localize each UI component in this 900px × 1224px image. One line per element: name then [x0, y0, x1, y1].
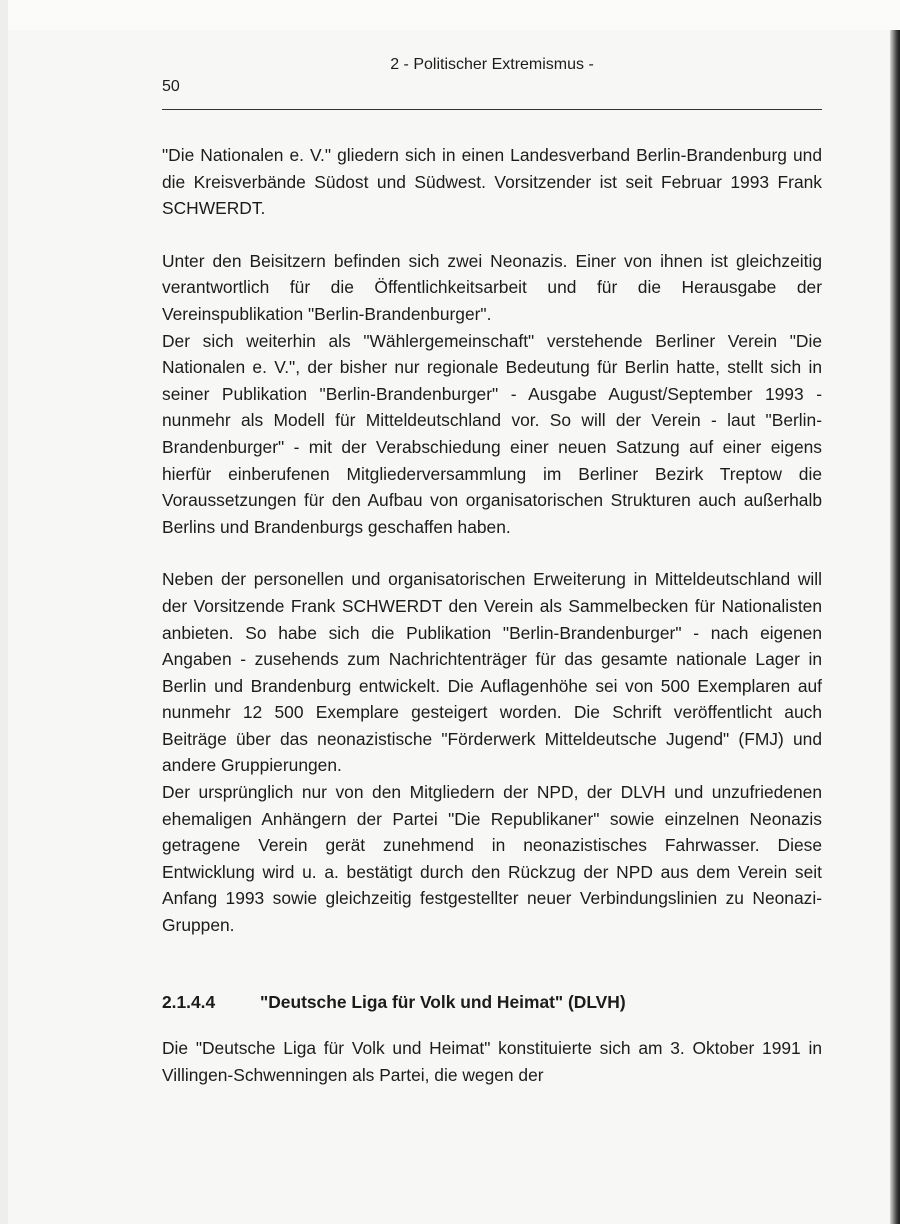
page-body: [162, 142, 822, 1088]
paragraph-4: Neben der personellen und organisatorischen Erweiterung in Mitteldeutschland will der Vorsitzende Frank SCHWERDT den Verein als Sammelbecken für Nationalisten anbieten. So habe sich die Publikation "Berlin-Brandenburger" - nach eigenen Angaben - zusehends zum Nachrichtenträger für das gesamte nationale Lager in Berlin und Brandenburg entwickelt. Die Auflagenhöhe sei von 500 Exemplaren auf nunmehr 12 500 Exemplare gesteigert worden. Die Schrift veröffentlicht auch Beiträge über das neonazistische "Förderwerk Mitteldeutsche Jugend" (FMJ) und andere Gruppierungen.: [162, 569, 822, 776]
paragraph-2: Unter den Beisitzern befinden sich zwei Neonazis. Einer von ihnen ist gleichzeitig verantwortlich für die Öffentlichkeitsarbeit und für die Herausgabe der Vereinspublikation "Berlin-Brandenburger".: [162, 250, 822, 324]
header-rule: [162, 109, 822, 110]
scan-edge-left: [0, 0, 8, 1224]
section-title: "Deutsche Liga für Volk und Heimat" (DLVH): [260, 991, 626, 1012]
section-paragraph-1: Die "Deutsche Liga für Volk und Heimat" konstituierte sich am 3. Oktober 1991 in Villingen-Schwenningen als Partei, die wegen der: [162, 1038, 822, 1085]
page-number: 50: [162, 78, 180, 95]
paragraph-1: "Die Nationalen e. V." gliedern sich in einen Landesverband Berlin-Brandenburg und die Kreisverbände Südost und Südwest. Vorsitzender ist seit Februar 1993 Frank SCHWERDT.: [162, 145, 822, 219]
paragraph-5: Der ursprünglich nur von den Mitgliedern der NPD, der DLVH und unzufriedenen ehemaligen Anhängern der Partei "Die Republikaner" sowie einzelnen Neonazis getragene Verein gerät zunehmend in neonazistisches Fahrwasser. Diese Entwicklung wird u. a. bestätigt durch den Rückzug der NPD aus dem Verein seit Anfang 1993 sowie gleichzeitig festgestellter neuer Verbindungslinien zu Neonazi-Gruppen.: [162, 782, 822, 936]
scan-edge-top: [0, 0, 900, 30]
section-number: 2.1.4.4: [162, 991, 216, 1012]
section-heading: [162, 989, 822, 1016]
scan-edge-right: [890, 30, 900, 1224]
paragraph-3: Der sich weiterhin als "Wählergemeinschaft" verstehende Berliner Verein "Die Nationalen e. V.", der bisher nur regionale Bedeutung für Berlin hatte, stellt sich in seiner Publikation "Berlin-Brandenburger" - Ausgabe August/September 1993 - nunmehr als Modell für Mitteldeutschland vor. So will der Verein - laut "Berlin-Brandenburger" - mit der Verabschiedung einer neuen Satzung auf einer eigens hierfür einberufenen Mitgliederversammlung im Berliner Bezirk Treptow die Voraussetzungen für den Aufbau von organisatorischen Strukturen auch außerhalb Berlins und Brandenburgs geschaffen haben.: [162, 330, 822, 537]
page-header: [162, 48, 822, 98]
running-head: 2 - Politischer Extremismus -: [390, 56, 594, 73]
